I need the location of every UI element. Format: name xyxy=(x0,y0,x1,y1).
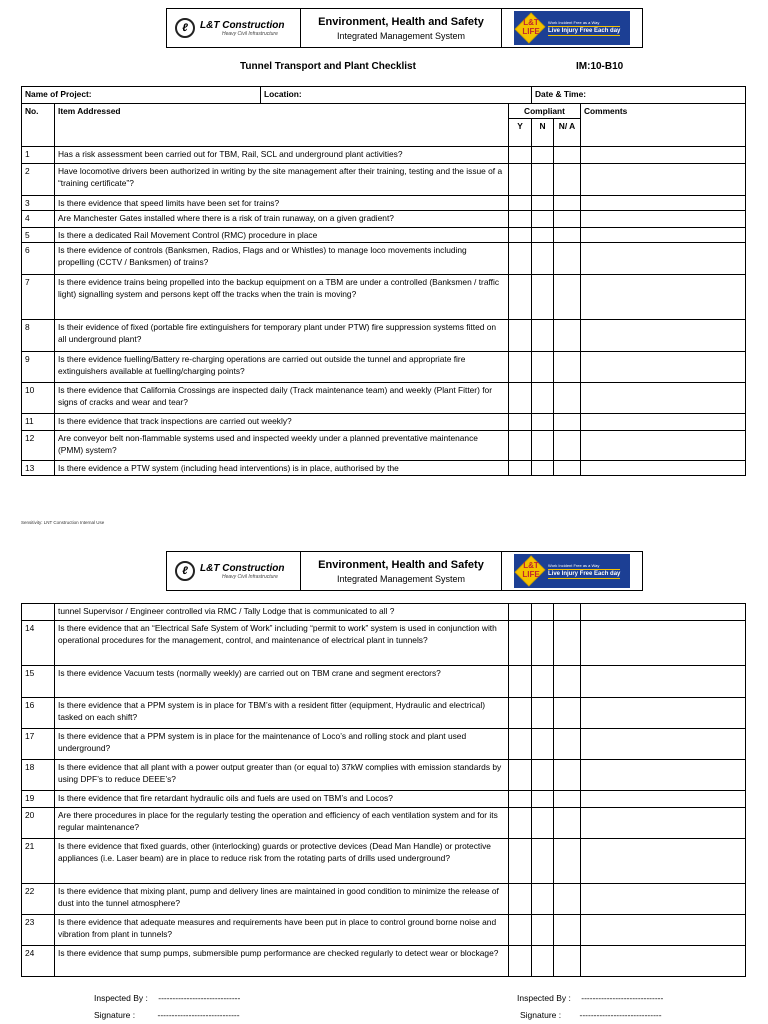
compliant-na-cell[interactable] xyxy=(554,839,581,884)
company-name: L&T Construction xyxy=(200,562,285,574)
table-row xyxy=(22,383,746,414)
company-logo xyxy=(167,9,301,47)
compliant-y-cell[interactable] xyxy=(509,320,532,352)
item-number: 16 xyxy=(22,698,55,729)
item-number: 10 xyxy=(22,383,55,414)
item-text: Is there evidence a PTW system (including head interventions) is in place, authorised by the xyxy=(55,461,509,476)
comments-cell[interactable] xyxy=(581,884,746,915)
compliant-y-cell[interactable] xyxy=(509,884,532,915)
compliant-y-cell[interactable] xyxy=(509,164,532,196)
col-header-na: N/ A xyxy=(554,119,581,147)
compliant-na-cell[interactable] xyxy=(554,211,581,228)
compliant-na-cell[interactable] xyxy=(554,760,581,791)
table-row xyxy=(22,164,746,196)
checklist-table-page2 xyxy=(21,603,746,977)
comments-cell[interactable] xyxy=(581,666,746,698)
life-logo xyxy=(502,9,642,47)
compliant-na-cell[interactable] xyxy=(554,431,581,461)
compliant-na-cell[interactable] xyxy=(554,666,581,698)
item-number: 15 xyxy=(22,666,55,698)
table-row xyxy=(22,729,746,760)
compliant-y-cell[interactable] xyxy=(509,915,532,946)
compliant-n-cell[interactable] xyxy=(532,164,554,196)
life-badge-text: L&T LIFE xyxy=(522,561,540,579)
comments-cell[interactable] xyxy=(581,621,746,666)
item-text: Is there evidence that speed limits have been set for trains? xyxy=(55,196,509,211)
signature-left xyxy=(94,1010,240,1020)
compliant-y-cell[interactable] xyxy=(509,431,532,461)
compliant-y-cell[interactable] xyxy=(509,275,532,320)
item-number: 3 xyxy=(22,196,55,211)
compliant-n-cell[interactable] xyxy=(532,196,554,211)
compliant-na-cell[interactable] xyxy=(554,414,581,431)
item-text: Is there evidence that mixing plant, pump and delivery lines are maintained in good condition to minimize the release of dust into the tunnel atmosphere? xyxy=(55,884,509,915)
compliant-y-cell[interactable] xyxy=(509,946,532,977)
date-time-cell[interactable]: Date & Time: xyxy=(532,87,746,104)
compliant-y-cell[interactable] xyxy=(509,604,532,621)
compliant-n-cell[interactable] xyxy=(532,621,554,666)
comments-cell[interactable] xyxy=(581,839,746,884)
col-header-n: N xyxy=(532,119,554,147)
comments-cell[interactable] xyxy=(581,760,746,791)
compliant-na-cell[interactable] xyxy=(554,147,581,164)
compliant-n-cell[interactable] xyxy=(532,414,554,431)
compliant-n-cell[interactable] xyxy=(532,698,554,729)
item-number: 13 xyxy=(22,461,55,476)
item-text: Is there a dedicated Rail Movement Control (RMC) procedure in place xyxy=(55,228,509,243)
header-block xyxy=(166,8,643,48)
comments-cell[interactable] xyxy=(581,808,746,839)
comments-cell[interactable] xyxy=(581,164,746,196)
compliant-na-cell[interactable] xyxy=(554,352,581,383)
checklist-table-page1 xyxy=(21,86,746,476)
compliant-na-cell[interactable] xyxy=(554,621,581,666)
item-text: Are there procedures in place for the regularly testing the operation and efficiency of each ventilation system and for its regular maintenance? xyxy=(55,808,509,839)
col-header-comments: Comments xyxy=(581,104,746,147)
inspected-by-blank[interactable]: ----------------------------- xyxy=(581,993,664,1003)
compliant-na-cell[interactable] xyxy=(554,791,581,808)
compliant-n-cell[interactable] xyxy=(532,211,554,228)
table-row xyxy=(22,320,746,352)
table-row xyxy=(22,352,746,383)
comments-cell[interactable] xyxy=(581,604,746,621)
company-subtitle: Heavy Civil Infrastructure xyxy=(222,573,278,580)
comments-cell[interactable] xyxy=(581,946,746,977)
compliant-na-cell[interactable] xyxy=(554,228,581,243)
item-number xyxy=(22,604,55,621)
col-header-compliant: Compliant xyxy=(509,104,581,119)
item-text: Is there evidence trains being propelled into the backup equipment on a TBM are under a controlled (Banksmen / traffic light) signalling system and persons kept off the tracks when the train is moving? xyxy=(55,275,509,320)
item-text: Has a risk assessment been carried out for TBM, Rail, SCL and underground plant activities? xyxy=(55,147,509,164)
table-row xyxy=(22,884,746,915)
comments-cell[interactable] xyxy=(581,243,746,275)
table-row xyxy=(22,946,746,977)
item-text: Is there evidence that an “Electrical Safe System of Work” including “permit to work” system is used in conjunction with operational procedures for the management, control, and maintenance of electrical plant in tunnels? xyxy=(55,621,509,666)
inspected-by-label: Inspected By : xyxy=(517,993,571,1003)
inspected-by-blank[interactable]: ----------------------------- xyxy=(158,993,241,1003)
compliant-na-cell[interactable] xyxy=(554,698,581,729)
compliant-y-cell[interactable] xyxy=(509,461,532,476)
comments-cell[interactable] xyxy=(581,320,746,352)
comments-cell[interactable] xyxy=(581,698,746,729)
item-number: 11 xyxy=(22,414,55,431)
comments-cell[interactable] xyxy=(581,414,746,431)
life-slogan: Live Injury Free Each day xyxy=(548,28,621,34)
table-row xyxy=(22,196,746,211)
item-number: 9 xyxy=(22,352,55,383)
document-title: Tunnel Transport and Plant Checklist xyxy=(240,61,416,72)
item-number: 5 xyxy=(22,228,55,243)
table-row xyxy=(22,243,746,275)
item-number: 18 xyxy=(22,760,55,791)
compliant-y-cell[interactable] xyxy=(509,760,532,791)
comments-cell[interactable] xyxy=(581,383,746,414)
comments-cell[interactable] xyxy=(581,431,746,461)
compliant-n-cell[interactable] xyxy=(532,808,554,839)
life-banner xyxy=(514,554,630,588)
compliant-y-cell[interactable] xyxy=(509,228,532,243)
signature-blank[interactable]: ----------------------------- xyxy=(579,1010,662,1020)
compliant-n-cell[interactable] xyxy=(532,275,554,320)
ehs-subtitle: Integrated Management System xyxy=(336,30,466,41)
item-text: Is there evidence that all plant with a power output greater than (or equal to) 37kW complies with emission standards by using DPF’s to reduce DEEE’s? xyxy=(55,760,509,791)
item-number: 23 xyxy=(22,915,55,946)
comments-cell[interactable] xyxy=(581,352,746,383)
ehs-title: Environment, Health and Safety xyxy=(318,15,484,28)
comments-cell[interactable] xyxy=(581,275,746,320)
compliant-na-cell[interactable] xyxy=(554,275,581,320)
comments-cell[interactable] xyxy=(581,228,746,243)
compliant-na-cell[interactable] xyxy=(554,243,581,275)
compliant-y-cell[interactable] xyxy=(509,243,532,275)
compliant-y-cell[interactable] xyxy=(509,414,532,431)
compliant-y-cell[interactable] xyxy=(509,666,532,698)
item-text: Is there evidence that adequate measures and requirements have been put in place to control ground borne noise and vibration from plant in tunnels? xyxy=(55,915,509,946)
ehs-subtitle: Integrated Management System xyxy=(336,573,466,584)
table-row xyxy=(22,666,746,698)
item-number: 12 xyxy=(22,431,55,461)
compliant-na-cell[interactable] xyxy=(554,196,581,211)
compliant-n-cell[interactable] xyxy=(532,839,554,884)
table-row xyxy=(22,604,746,621)
item-number: 6 xyxy=(22,243,55,275)
item-text: Is there evidence Vacuum tests (normally weekly) are carried out on TBM crane and segment erectors? xyxy=(55,666,509,698)
item-number: 17 xyxy=(22,729,55,760)
inspected-by-left xyxy=(94,993,240,1003)
signature-blank[interactable]: ----------------------------- xyxy=(157,1010,240,1020)
compliant-y-cell[interactable] xyxy=(509,839,532,884)
table-row xyxy=(22,461,746,476)
item-text: Are Manchester Gates installed where there is a risk of train runaway, on a given gradient? xyxy=(55,211,509,228)
compliant-y-cell[interactable] xyxy=(509,808,532,839)
compliant-n-cell[interactable] xyxy=(532,791,554,808)
col-header-no: No. xyxy=(22,104,55,147)
item-text: tunnel Supervisor / Engineer controlled via RMC / Tally Lodge that is communicated to all ? xyxy=(55,604,509,621)
table-row xyxy=(22,791,746,808)
life-badge-text: L&T LIFE xyxy=(522,18,540,36)
item-text: Is there evidence that sump pumps, submersible pump performance are checked regularly to detect wear or blockage? xyxy=(55,946,509,977)
lt-emblem-icon: ℓ xyxy=(175,561,195,581)
item-text: Is there evidence that track inspections are carried out weekly? xyxy=(55,414,509,431)
table-row xyxy=(22,698,746,729)
item-text: Is there evidence that fire retardant hydraulic oils and fuels are used on TBM’s and Locos? xyxy=(55,791,509,808)
item-number: 22 xyxy=(22,884,55,915)
comments-cell[interactable] xyxy=(581,791,746,808)
item-number: 4 xyxy=(22,211,55,228)
compliant-y-cell[interactable] xyxy=(509,729,532,760)
compliant-na-cell[interactable] xyxy=(554,383,581,414)
compliant-na-cell[interactable] xyxy=(554,729,581,760)
inspected-by-label: Inspected By : xyxy=(94,993,148,1003)
item-text: Is there evidence of controls (Banksmen, Radios, Flags and or Whistles) to manage loco movements including propelling (CCTV / Banksmen) of trains? xyxy=(55,243,509,275)
location-cell[interactable]: Location: xyxy=(261,87,532,104)
item-text: Are conveyor belt non-flammable systems used and inspected weekly under a planned preventative maintenance (PMM) system? xyxy=(55,431,509,461)
signature-label: Signature : xyxy=(520,1010,562,1020)
item-number: 7 xyxy=(22,275,55,320)
item-number: 8 xyxy=(22,320,55,352)
table-row xyxy=(22,414,746,431)
compliant-n-cell[interactable] xyxy=(532,228,554,243)
item-text: Is there evidence that fixed guards, other (interlocking) guards or protective devices (Dead Man Handle) or protective appliances (i.e. Laser beam) are in place to reduce risk from the rotating parts of drills used underground? xyxy=(55,839,509,884)
item-text: Is their evidence of fixed (portable fire extinguishers for temporary plant under PTW) fire suppression systems fitted on all underground plant? xyxy=(55,320,509,352)
compliant-n-cell[interactable] xyxy=(532,666,554,698)
compliant-n-cell[interactable] xyxy=(532,760,554,791)
col-header-y: Y xyxy=(509,119,532,147)
signature-label: Signature : xyxy=(94,1010,136,1020)
comments-cell[interactable] xyxy=(581,915,746,946)
table-row xyxy=(22,228,746,243)
item-number: 20 xyxy=(22,808,55,839)
life-small-text: Work Incident Free as a Way xyxy=(548,563,600,568)
company-name: L&T Construction xyxy=(200,19,285,31)
compliant-na-cell[interactable] xyxy=(554,946,581,977)
comments-cell[interactable] xyxy=(581,729,746,760)
compliant-y-cell[interactable] xyxy=(509,791,532,808)
compliant-n-cell[interactable] xyxy=(532,946,554,977)
comments-cell[interactable] xyxy=(581,147,746,164)
life-logo xyxy=(502,552,642,590)
life-small-text: Work Incident Free as a Way xyxy=(548,20,600,25)
compliant-n-cell[interactable] xyxy=(532,604,554,621)
table-row xyxy=(22,275,746,320)
compliant-na-cell[interactable] xyxy=(554,915,581,946)
compliant-y-cell[interactable] xyxy=(509,621,532,666)
lt-emblem-icon: ℓ xyxy=(175,18,195,38)
compliant-n-cell[interactable] xyxy=(532,915,554,946)
table-row xyxy=(22,431,746,461)
compliant-n-cell[interactable] xyxy=(532,352,554,383)
compliant-y-cell[interactable] xyxy=(509,352,532,383)
comments-cell[interactable] xyxy=(581,461,746,476)
sensitivity-label: Sensitivity: LNT Construction Internal Use xyxy=(21,520,105,525)
compliant-y-cell[interactable] xyxy=(509,383,532,414)
compliant-n-cell[interactable] xyxy=(532,383,554,414)
compliant-n-cell[interactable] xyxy=(532,243,554,275)
item-number: 1 xyxy=(22,147,55,164)
table-row xyxy=(22,915,746,946)
compliant-y-cell[interactable] xyxy=(509,147,532,164)
project-name-cell[interactable]: Name of Project: xyxy=(22,87,261,104)
ehs-block xyxy=(301,552,502,590)
item-text: Is there evidence that a PPM system is in place for TBM’s with a resident fitter (equipment, Hydraulic and electrical) tasked on each shift? xyxy=(55,698,509,729)
compliant-n-cell[interactable] xyxy=(532,461,554,476)
ehs-title: Environment, Health and Safety xyxy=(318,558,484,571)
table-row xyxy=(22,621,746,666)
company-logo xyxy=(167,552,301,590)
compliant-y-cell[interactable] xyxy=(509,196,532,211)
table-row xyxy=(22,808,746,839)
item-number: 21 xyxy=(22,839,55,884)
compliant-na-cell[interactable] xyxy=(554,164,581,196)
header-block-page2 xyxy=(166,551,643,591)
item-text: Have locomotive drivers been authorized in writing by the site management after their training, testing and the issue of a “training certificate”? xyxy=(55,164,509,196)
table-row xyxy=(22,211,746,228)
life-slogan: Live Injury Free Each day xyxy=(548,571,621,577)
item-text: Is there evidence that California Crossings are inspected daily (Track maintenance team) and weekly (Plant Fitter) for signs of cracks and wear and tear? xyxy=(55,383,509,414)
item-text: Is there evidence fuelling/Battery re-charging operations are carried out outside the tunnel and appropriate fire extinguishers available at fuelling/charging points? xyxy=(55,352,509,383)
compliant-n-cell[interactable] xyxy=(532,884,554,915)
compliant-na-cell[interactable] xyxy=(554,320,581,352)
table-row xyxy=(22,839,746,884)
comments-cell[interactable] xyxy=(581,211,746,228)
comments-cell[interactable] xyxy=(581,196,746,211)
item-number: 2 xyxy=(22,164,55,196)
company-subtitle: Heavy Civil Infrastructure xyxy=(222,30,278,37)
inspected-by-right xyxy=(517,993,663,1003)
ehs-block xyxy=(301,9,502,47)
item-number: 14 xyxy=(22,621,55,666)
compliant-na-cell[interactable] xyxy=(554,808,581,839)
signature-right xyxy=(520,1010,662,1020)
compliant-na-cell[interactable] xyxy=(554,461,581,476)
compliant-y-cell[interactable] xyxy=(509,211,532,228)
table-row xyxy=(22,147,746,164)
compliant-y-cell[interactable] xyxy=(509,698,532,729)
compliant-na-cell[interactable] xyxy=(554,604,581,621)
compliant-na-cell[interactable] xyxy=(554,884,581,915)
life-banner xyxy=(514,11,630,45)
compliant-n-cell[interactable] xyxy=(532,729,554,760)
table-row xyxy=(22,760,746,791)
col-header-item: Item Addressed xyxy=(55,104,509,147)
compliant-n-cell[interactable] xyxy=(532,431,554,461)
item-number: 19 xyxy=(22,791,55,808)
compliant-n-cell[interactable] xyxy=(532,147,554,164)
document-code: IM:10-B10 xyxy=(576,61,624,72)
compliant-n-cell[interactable] xyxy=(532,320,554,352)
item-text: Is there evidence that a PPM system is in place for the maintenance of Loco’s and rolling stock and plant used underground? xyxy=(55,729,509,760)
item-number: 24 xyxy=(22,946,55,977)
